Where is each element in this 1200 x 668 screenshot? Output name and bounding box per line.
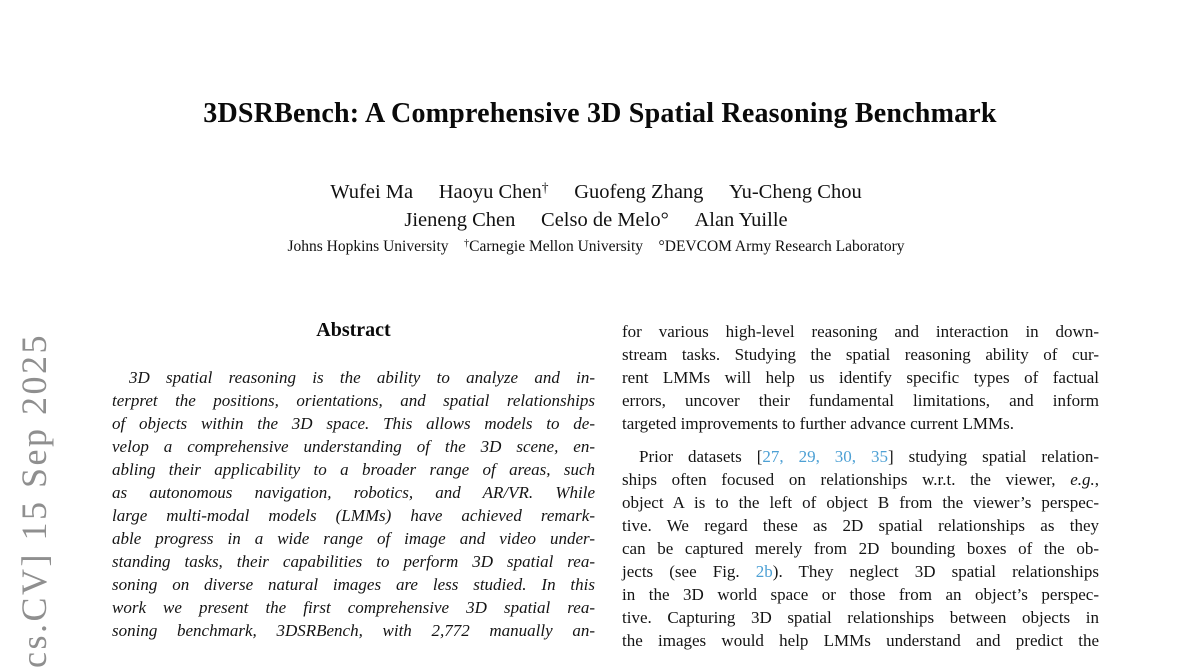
text-segment: † [541, 179, 549, 195]
author-block [0, 179, 1192, 233]
text-segment: Wufei Ma [330, 181, 414, 203]
text-segment: ° [660, 209, 669, 231]
citation-link[interactable]: 27, 29, 30, 35 [762, 447, 888, 466]
text-line [112, 573, 595, 596]
paper-title: 3DSRBench: A Comprehensive 3D Spatial Reasoning Benchmark [203, 98, 997, 129]
text-line [622, 343, 1099, 366]
text-line [622, 560, 1099, 583]
arxiv-watermark: cs.CV] 15 Sep 2025 [14, 333, 54, 668]
text-segment: Jieneng Chen [404, 209, 516, 231]
text-segment: of objects within the 3D space. This allows models to de- [112, 414, 595, 433]
text-segment: able progress in a wide range of image and video under- [112, 529, 595, 548]
text-line [112, 458, 595, 481]
text-segment: Prior datasets [ [639, 447, 763, 466]
text-segment [669, 209, 695, 231]
text-segment: † [464, 238, 470, 250]
text-line [622, 537, 1099, 560]
abstract-heading: Abstract [316, 319, 391, 341]
text-line [112, 481, 595, 504]
author-row-2 [0, 207, 1192, 233]
text-segment [703, 181, 729, 203]
text-segment: jects (see Fig. [622, 562, 756, 581]
text-segment: Haoyu Chen [438, 181, 542, 203]
text-segment: large multi-modal models (LMMs) have achieved remark- [112, 506, 595, 525]
text-segment: in the 3D world space or those from an object’s perspec- [622, 585, 1099, 604]
author-row-1 [0, 179, 1192, 207]
text-segment: the images would help LMMs understand and predict the [622, 631, 1099, 650]
text-line [622, 583, 1099, 606]
text-segment: rent LMMs will help us identify specific types of factual [622, 368, 1099, 387]
text-line [622, 389, 1099, 412]
text-segment: tive. Capturing 3D spatial relationships between objects in [622, 608, 1099, 627]
text-line [622, 445, 1099, 468]
intro-paragraph-1 [622, 320, 1099, 435]
left-column [112, 318, 595, 642]
text-line [112, 366, 595, 389]
text-segment: tive. We regard these as 2D spatial relationships as they [622, 516, 1099, 535]
text-line [112, 527, 595, 550]
text-segment: as autonomous navigation, robotics, and AR/VR. While [112, 483, 595, 502]
text-segment [449, 238, 465, 255]
text-segment [515, 209, 541, 231]
text-line [622, 491, 1099, 514]
text-segment: velop a comprehensive understanding of the 3D scene, en- [112, 437, 595, 456]
citation-link[interactable]: 2b [755, 562, 773, 581]
text-segment: °DEVCOM Army Research Laboratory [658, 238, 905, 255]
text-segment [413, 181, 439, 203]
text-segment: ] studying spatial relation- [887, 447, 1099, 466]
text-segment: Alan Yuille [694, 209, 788, 231]
intro-paragraph-2 [622, 445, 1099, 652]
text-segment: ships often focused on relationships w.r.t. the viewer, [622, 470, 1071, 489]
text-segment: standing tasks, their capabilities to perform 3D spatial rea- [112, 552, 595, 571]
text-line [112, 435, 595, 458]
text-line [112, 412, 595, 435]
text-segment: , [1094, 470, 1099, 489]
text-line [622, 366, 1099, 389]
text-segment: Johns Hopkins University [287, 238, 449, 255]
text-segment: terpret the positions, orientations, and spatial relationships [112, 391, 595, 410]
text-segment: errors, uncover their fundamental limitations, and inform [622, 391, 1099, 410]
text-segment: ). They neglect 3D spatial relationships [772, 562, 1099, 581]
text-segment: e.g. [1070, 470, 1095, 489]
text-segment: soning benchmark, 3DSRBench, with 2,772 manually an- [112, 621, 595, 640]
text-segment: work we present the first comprehensive 3D spatial rea- [112, 598, 595, 617]
text-segment: 3D spatial reasoning is the ability to analyze and in- [129, 368, 595, 387]
text-line [622, 629, 1099, 652]
text-segment: object A is to the left of object B from the viewer’s perspec- [622, 493, 1099, 512]
text-line [622, 514, 1099, 537]
text-segment: Guofeng Zhang [574, 181, 704, 203]
text-segment: for various high-level reasoning and interaction in down- [622, 322, 1099, 341]
text-segment [643, 238, 659, 255]
text-segment: abling their applicability to a broader range of areas, such [112, 460, 595, 479]
text-line [622, 320, 1099, 343]
text-line [112, 619, 595, 642]
text-segment: soning on diverse natural images are less studied. In this [112, 575, 595, 594]
text-segment: Yu-Cheng Chou [729, 181, 862, 203]
text-segment: can be captured merely from 2D bounding boxes of the ob- [622, 539, 1099, 558]
text-segment: targeted improvements to further advance current LMMs. [622, 414, 1014, 433]
abstract-paragraph [112, 366, 595, 642]
text-line [622, 412, 1099, 435]
affiliation-line [0, 238, 1192, 256]
text-segment: stream tasks. Studying the spatial reasoning ability of cur- [622, 345, 1099, 364]
text-line [112, 596, 595, 619]
text-segment [549, 181, 575, 203]
text-line [112, 389, 595, 412]
text-segment: Carnegie Mellon University [469, 238, 644, 255]
right-column [622, 320, 1099, 652]
text-line [112, 504, 595, 527]
text-segment: Celso de Melo [541, 209, 661, 231]
text-line [622, 468, 1099, 491]
text-line [112, 550, 595, 573]
text-line [622, 606, 1099, 629]
